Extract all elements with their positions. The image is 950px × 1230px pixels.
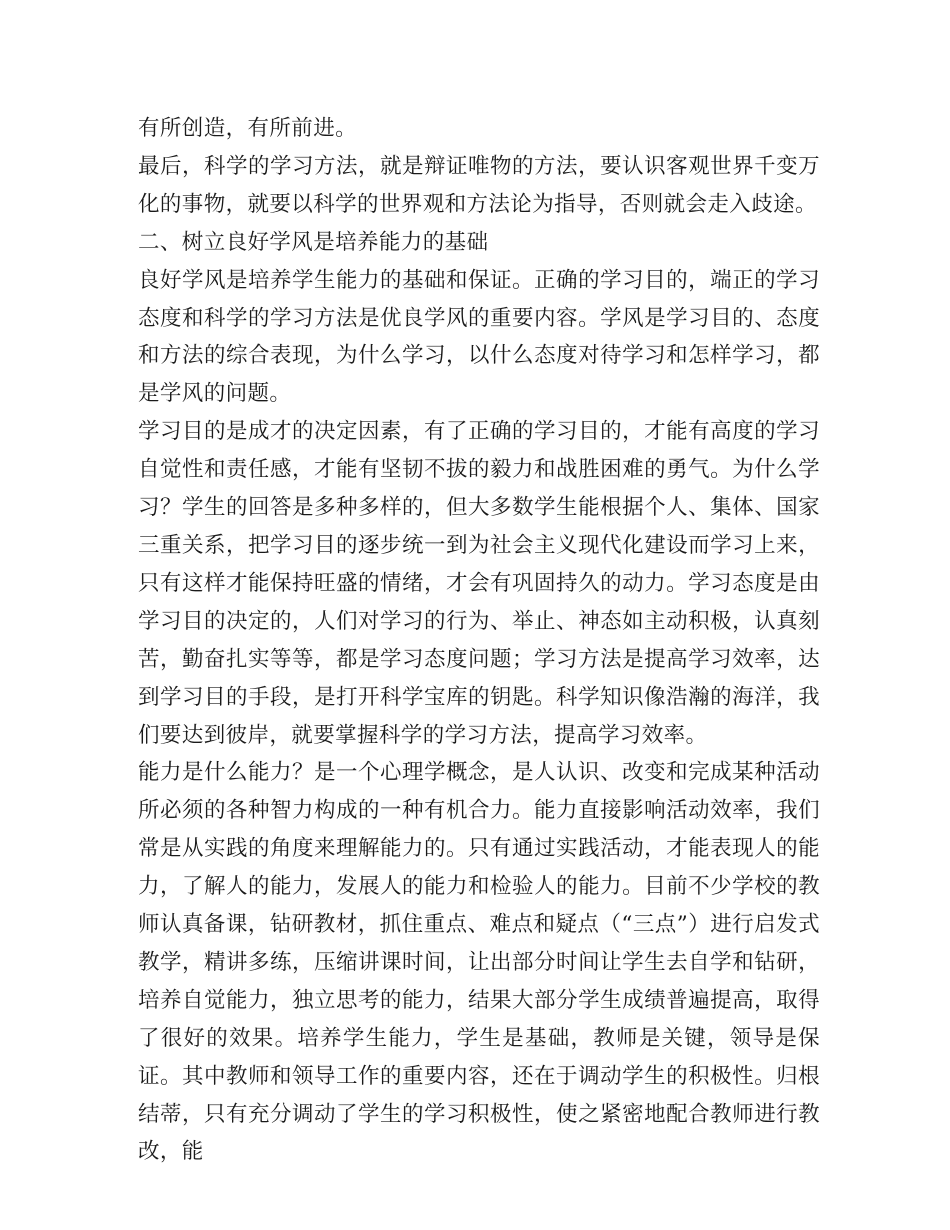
paragraph-learning-method: 最后，科学的学习方法，就是辩证唯物的方法，要认识客观世界千变万化的事物，就要以科学的世界观和方法论为指导，否则就会走入歧途。 (138, 153, 820, 217)
paragraph-continuation: 有所创造，有所前进。 (138, 116, 358, 141)
paragraph-study-purpose: 学习目的是成才的决定因素，有了正确的学习目的，才能有高度的学习自觉性和责任感，才能有坚韧不拔的毅力和战胜困难的勇气。为什么学习？学生的回答是多种多样的，但大多数学生能根据个人、集体、国家三重关系，把学习目的逐步统一到为社会主义现代化建设而学习上来，只有这样才能保持旺盛的情绪，才会有巩固持久的动力。学习态度是由学习目的决定的，人们对学习的行为、举止、神态如主动积极，认真刻苦，勤奋扎实等等，都是学习态度问题；学习方法是提高学习效率，达到学习目的手段，是打开科学宝库的钥匙。科学知识像浩瀚的海洋，我们要达到彼岸，就要掌握科学的学习方法，提高学习效率。 (138, 419, 820, 748)
paragraph-ability: 能力是什么能力？是一个心理学概念，是人认识、改变和完成某种活动所必须的各种智力构成的一种有机合力。能力直接影响活动效率，我们常是从实践的角度来理解能力的。只有通过实践活动，才能表现人的能力，了解人的能力，发展人的能力和检验人的能力。目前不少学校的教师认真备课，钻研教材，抓住重点、难点和疑点（“三点”）进行启发式教学，精讲多练，压缩讲课时间，让出部分时间让学生去自学和钻研，培养自觉能力，独立思考的能力，结果大部分学生成绩普遍提高，取得了很好的效果。培养学生能力，学生是基础，教师是关键，领导是保证。其中教师和领导工作的重要内容，还在于调动学生的积极性。归根结蒂，只有充分调动了学生的学习积极性，使之紧密地配合教师进行教改，能 (138, 760, 820, 1165)
section-heading: 二、树立良好学风是培养能力的基础 (138, 229, 489, 255)
paragraph-study-style: 良好学风是培养学生能力的基础和保证。正确的学习目的，端正的学习态度和科学的学习方法是优良学风的重要内容。学风是学习目的、态度和方法的综合表现，为什么学习，以什么态度对待学习和怎样学习，都是学风的问题。 (138, 267, 820, 407)
document-body (138, 110, 820, 1171)
